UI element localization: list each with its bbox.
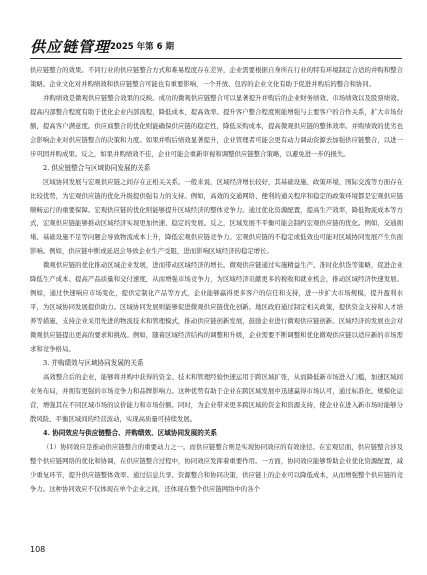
issue-label: 2025 年第 6 期 [110,42,174,52]
header-rule [30,58,402,59]
section-heading-4: 4. 协同效应与供应链整合、并购绩效、区域协同发展的关系 [43,428,218,437]
section-heading-3: 3. 并购绩效与区域协同发展的关系 [43,359,144,368]
journal-name: 供应链管理 [30,38,111,56]
paragraph-5: 高效整合后的企业，能够将并购中获得的资金、技术和管理经验快速运用于跨区域扩张，从而降低新市场进入门槛，加速区域间业务布局，并拥有更强的市场竞争力和品牌影响力。这种优势有助于企业在跨区域发展中迅速赢得市场认可，通过标准化、规模化运营，增强其在不同区域市场的议价能力和市场份额。同时，为企业带来更多跨区域的资金和资源支持，使企业在进入新市场时能够分散风险、平衡区域间的经营波动，实现高质量可持续发展。 [30,372,403,423]
paragraph-2: 并购绩效是微观供应链整合效果的反映。成功的微观供应链整合可以显著提升并购后的企业财务绩效、市场绩效以及股票绩效。提高内部整合程度有助于优化企业内部流程，降低成本，提高效率。提升客户整合程度则能增强与主要客户的合作关系，扩大市场份额，提高客户满意度。供应商整合的优化则能确保供应链的稳定性，降低采购成本，提高微观供应链的整体效率。并购绩效的优劣也会影响企业对供应链整合的决策和力度。如果并购后绩效显著提升，企业管理者可能会更有动力调动资源去加强供应链整合，以进一步巩固并购成果。反之，如果并购绩效不佳，企业可能会重新审视和调整供应链整合策略，以避免进一步的损失。 [30,93,403,158]
paragraph-1: 供应链整合的效果。不同行业的供应链整合方式和难易程度存在差异，企业需要根据自身所在行业的特有环境制定合适的并购和整合策略。企业文化对并购绩效和供应链整合可能也有重要影响，一个开放、包容的企业文化有助于促进并购后的整合和协同。 [30,66,403,88]
page-number: 108 [30,545,46,554]
paragraph-3: 区域协同发展与宏观供应链之间存在正相关关系。一般来说，区域经济增长较好，其基础设施、政策环境、国际交流等方面存在比较优势，为宏观供应链的优化升级提供强有力的支持。例如，高效的交通网络、便利的通关程序和稳定的政策环境都是宏观供应链顺畅运行的重要保障。宏观供应链的优化则能够提升区域经济的整体竞争力。通过优化资源配置，提高生产效率，降低物流成本等方式，宏观供应链能够推动区域经济实现更加快速、稳定的发展。反之，区域发展不平衡可能会制约宏观供应链的优化。例如，交通拥堵、基础设施不足等问题会导致物流成本上升，降低宏观供应链竞争力。宏观供应链的不稳定或低效也可能对区域协同发展产生负面影响。例如，供应链中断或延迟会导致企业生产受阻，进而影响区域经济的稳定增长。 [30,177,403,256]
paragraph-4: 微观供应链的优化推动区域企业发展，进而带动区域经济的增长。微观供应链通过实施精益生产、准时化供货等策略，促进企业降低生产成本、提高产品质量和交付速度，从而增强市场竞争力，为区域经济贡献更多的税收和就业机会，推动区域经济快速发展。例如，通过快速响应市场变化，提供定制化产品等方式，企业能够赢得更多客户的信任和支持，进一步扩大市场规模，提升盈利水平，为区域协同发展提供助力。区域协同发展则能够促进微观供应链优化创新。地区政府通过制定相关政策，提供资金支持和人才培养等措施，支持企业采用先进的物流技术和管理模式，推动供应链创新发展，鼓励企业进行微观供应链创新。区域经济的发展也会对微观供应链提出更高的要求和挑战。例如，随着区域经济结构的调整和升级，企业需要不断调整和优化微观供应链以适应新的市场需求和竞争格局。 [30,261,403,354]
article-body [30,64,403,497]
paragraph-6: （1）协同效应是推动供应链整合的重要动力之一。而供应链整合则是实现协同效应的有效途径。在宏观层面，供应链整合涉及整个供应链网络的优化和协调，在供应链整合过程中，协同效应发挥着重要作用。一方面，协同效应能够帮助企业优化资源配置，减少重复环节，提升供应链整体效率。通过信息共享、资源整合和协同决策，供应链上的企业可以降低成本，从而增强整个供应链的竞争力。这种协同效应不仅体现在单个企业之间，还体现在整个供应链网络中的各个 [30,442,403,493]
section-heading-2: 2. 供应链整合与区域协同发展的关系 [43,163,151,172]
running-header [30,36,400,54]
